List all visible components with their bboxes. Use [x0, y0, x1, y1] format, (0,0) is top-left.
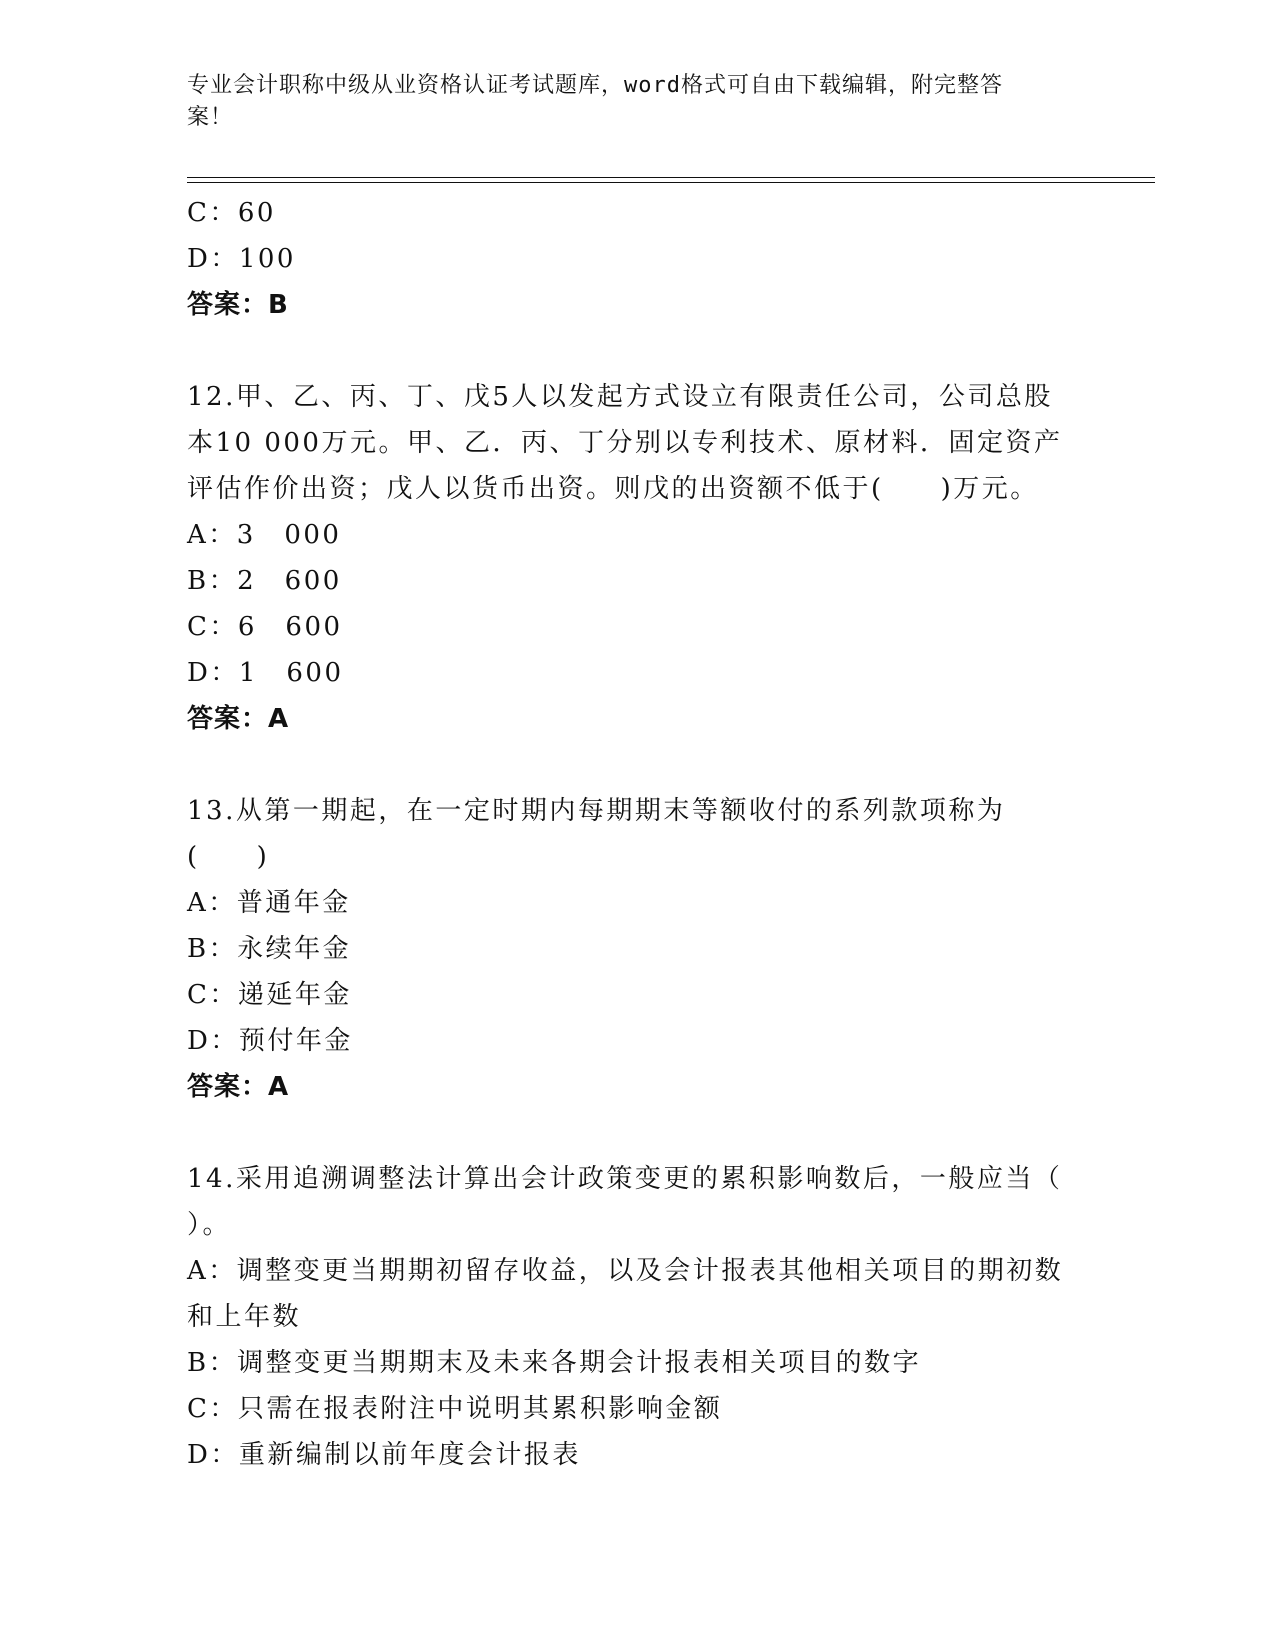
- page-header: [187, 70, 1067, 134]
- question-stem: 12.甲、乙、丙、丁、戊5人以发起方式设立有限责任公司，公司总股: [187, 382, 1053, 412]
- option-a: A：调整变更当期期初留存收益，以及会计报表其他相关项目的期初数: [187, 1256, 1064, 1286]
- option-d: D：预付年金: [187, 1026, 353, 1056]
- option-a: A：普通年金: [187, 888, 351, 918]
- option-d: D：100: [187, 244, 296, 274]
- spacer: [187, 328, 1087, 374]
- option-d: D：重新编制以前年度会计报表: [187, 1440, 581, 1470]
- header-divider: [187, 182, 1155, 183]
- question-14: [187, 1156, 1087, 1478]
- question-stem: 13.从第一期起，在一定时期内每期期末等额收付的系列款项称为: [187, 796, 1006, 826]
- question-11: [187, 190, 1087, 328]
- option-b: B：2 600: [187, 566, 342, 596]
- option-c: C：递延年金: [187, 980, 352, 1010]
- answer: 答案：B: [187, 290, 289, 320]
- answer: 答案：A: [187, 704, 290, 734]
- spacer: [187, 742, 1087, 788]
- answer: 答案：A: [187, 1072, 290, 1102]
- question-stem: ）。: [187, 1210, 232, 1240]
- question-stem: ( ): [187, 842, 270, 872]
- option-a: A：3 000: [187, 520, 342, 550]
- option-c: C：6 600: [187, 612, 343, 642]
- question-stem: 本10 000万元。甲、乙．丙、丁分别以专利技术、原材料．固定资产: [187, 428, 1063, 458]
- question-stem: 14.采用追溯调整法计算出会计政策变更的累积影响数后，一般应当（: [187, 1164, 1063, 1194]
- option-b: B：永续年金: [187, 934, 352, 964]
- header-line: 案！: [187, 105, 234, 130]
- option-c: C：只需在报表附注中说明其累积影响金额: [187, 1394, 723, 1424]
- question-13: [187, 788, 1087, 1110]
- option-d: D：1 600: [187, 658, 344, 688]
- header-line: 专业会计职称中级从业资格认证考试题库，word格式可自由下载编辑，附完整答: [187, 73, 1003, 98]
- option-b: B：调整变更当期期末及未来各期会计报表相关项目的数字: [187, 1348, 922, 1378]
- header-divider: [187, 177, 1155, 178]
- question-stem: 评估作价出资；戊人以货币出资。则戊的出资额不低于( )万元。: [187, 474, 1039, 504]
- option-a: 和上年数: [187, 1302, 302, 1332]
- question-12: [187, 374, 1087, 742]
- option-c: C：60: [187, 198, 276, 228]
- question-list: [187, 190, 1087, 1478]
- spacer: [187, 1110, 1087, 1156]
